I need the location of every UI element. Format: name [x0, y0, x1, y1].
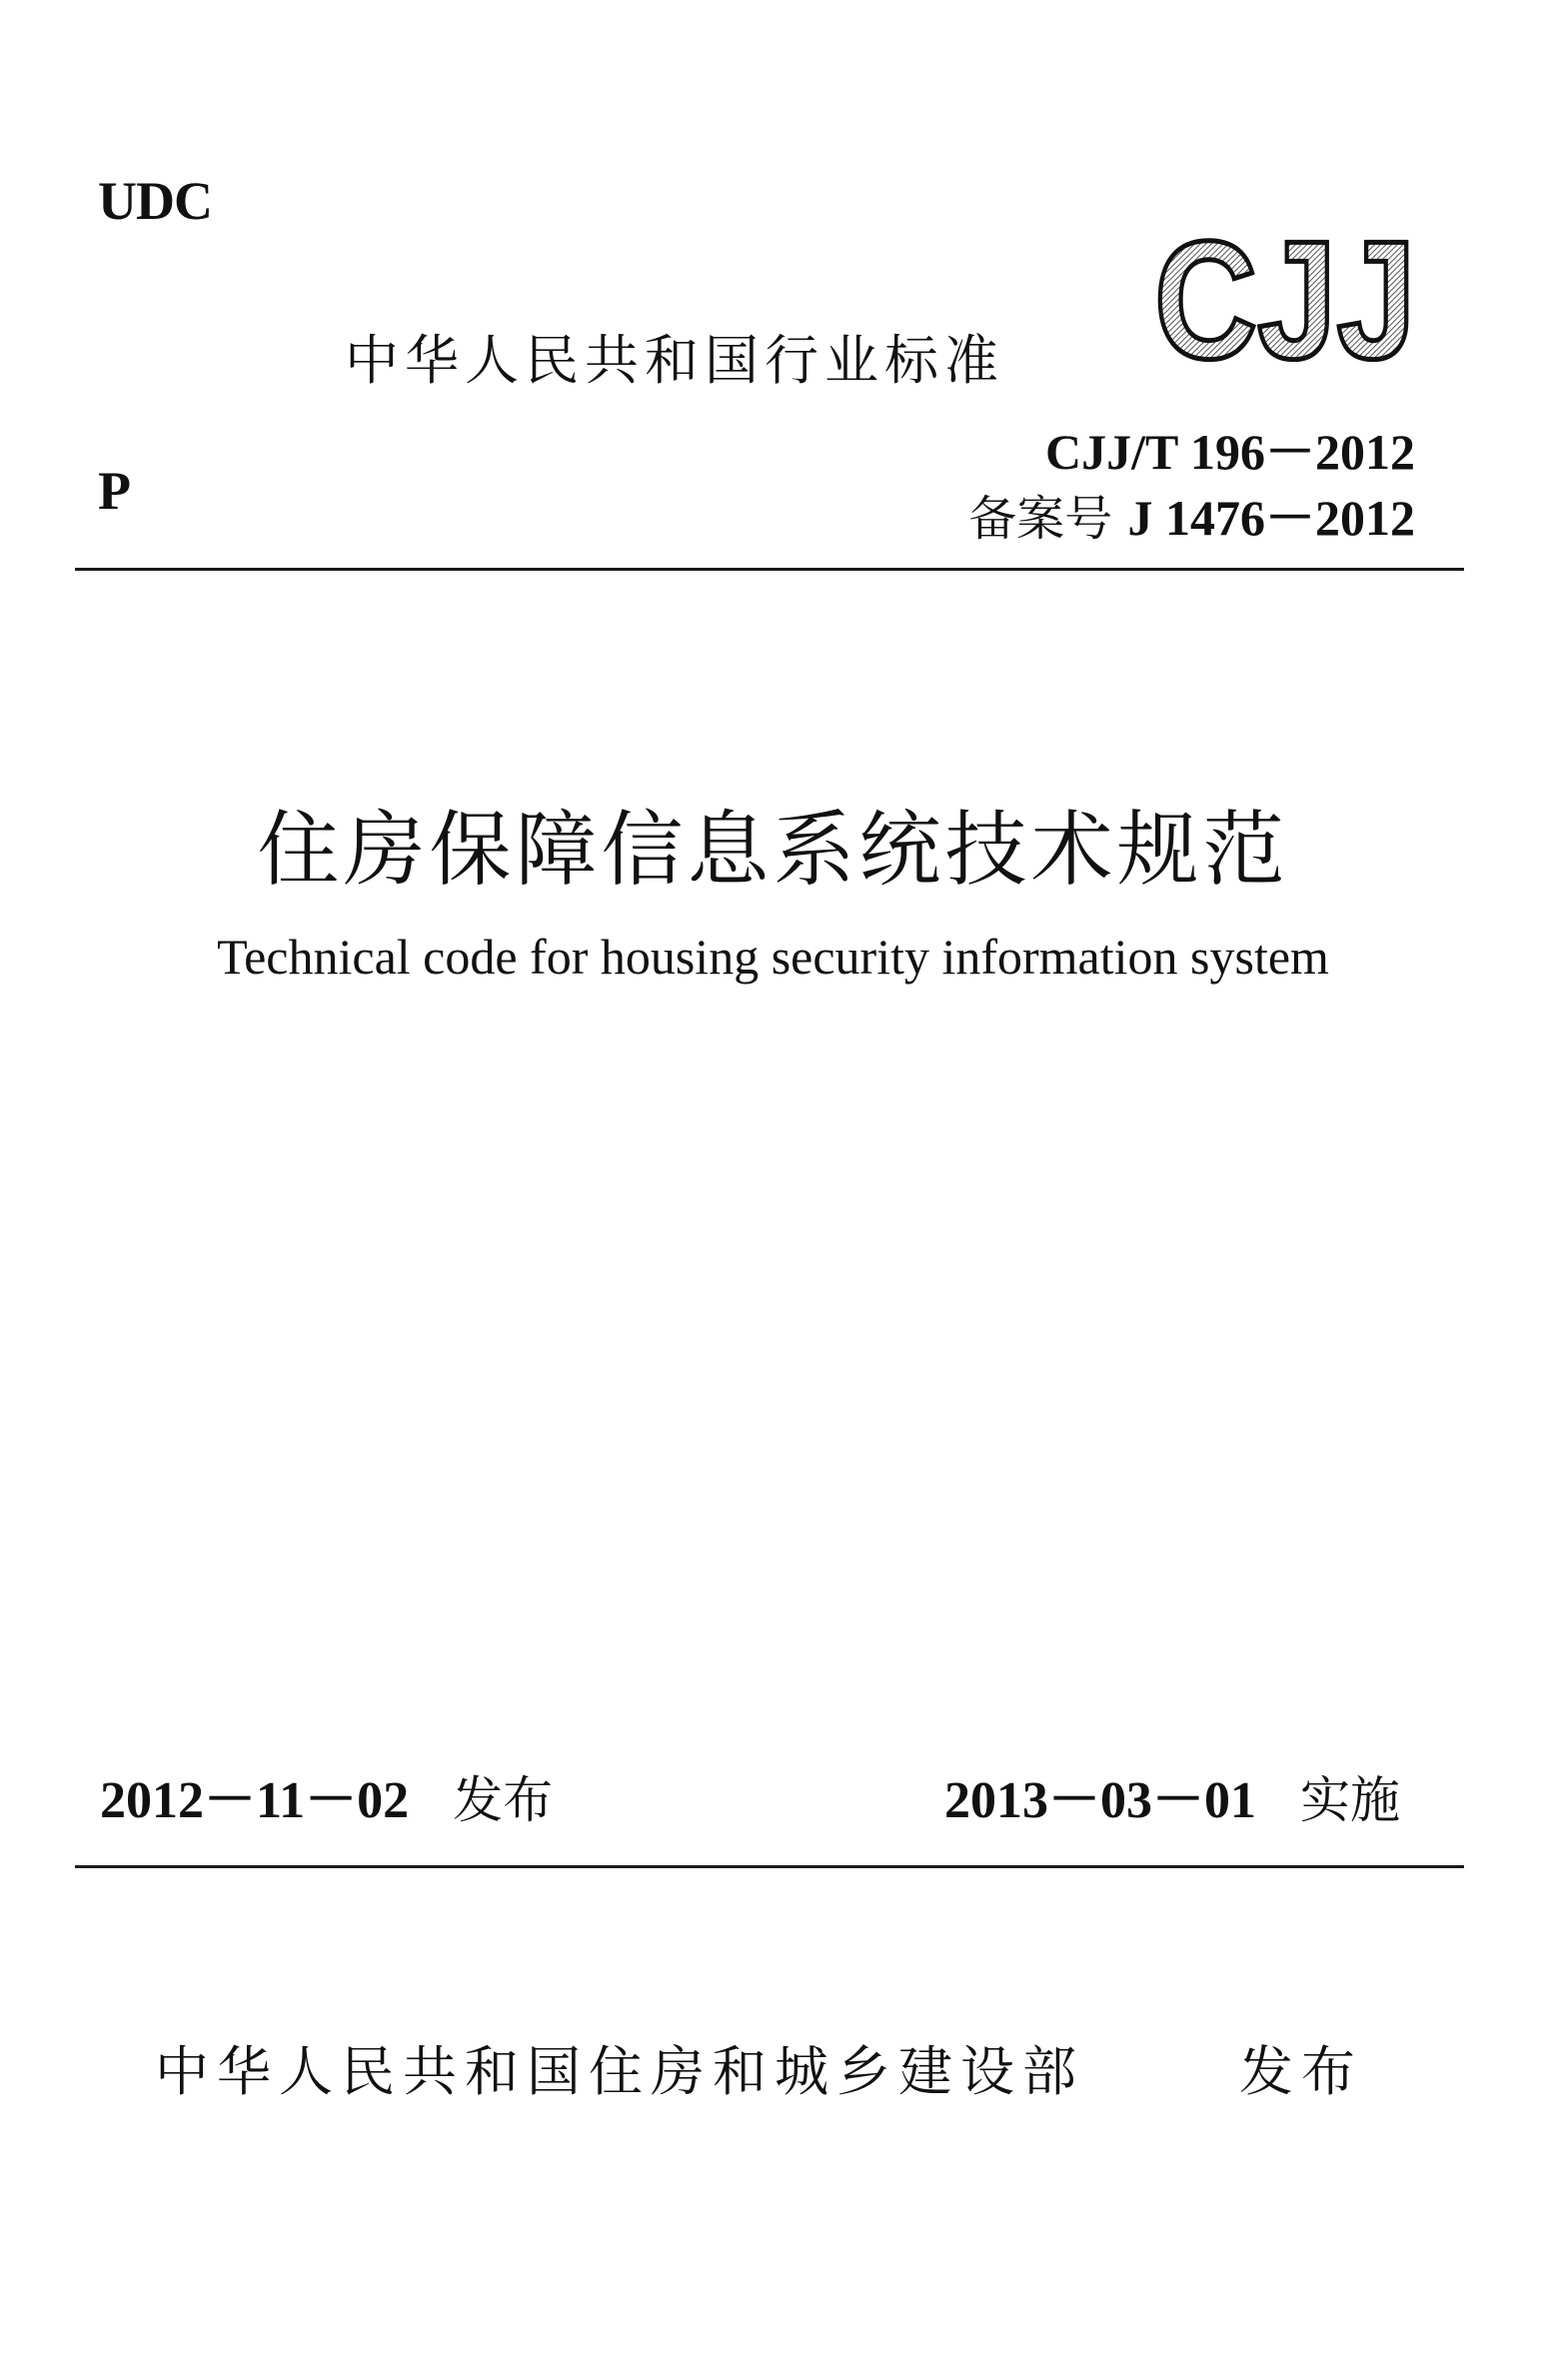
cjj-logo-text: CJJ [1154, 206, 1416, 394]
effective-date: 2013－03－01 [944, 1772, 1257, 1829]
publisher: 中华人民共和国住房和城乡建设部 [155, 2040, 1084, 2103]
title-chinese: 住房保障信息系统技术规范 [257, 803, 1289, 898]
bottom-divider [75, 1865, 1464, 1868]
title-english: Technical code for housing security information system [217, 929, 1329, 985]
publisher-action: 发布 [1239, 2040, 1363, 2103]
publish-date: 2012－11－02 [100, 1772, 410, 1829]
effective-date-line [944, 1757, 1400, 1832]
cjj-logo [1149, 206, 1421, 394]
standard-code: CJJ/T 196－2012 [1045, 424, 1415, 480]
effective-label: 实施 [1300, 1771, 1401, 1829]
industry-standard-label: 中华人民共和国行业标准 [345, 329, 1004, 392]
filing-number-line [939, 478, 1415, 550]
filing-number: J 1476－2012 [1127, 490, 1415, 546]
filing-label: 备案号 [968, 491, 1113, 547]
publish-label: 发布 [453, 1771, 554, 1829]
udc-label: UDC [98, 171, 212, 231]
top-divider [75, 568, 1464, 571]
publish-date-line [100, 1757, 553, 1832]
classification-label: P [98, 461, 131, 521]
